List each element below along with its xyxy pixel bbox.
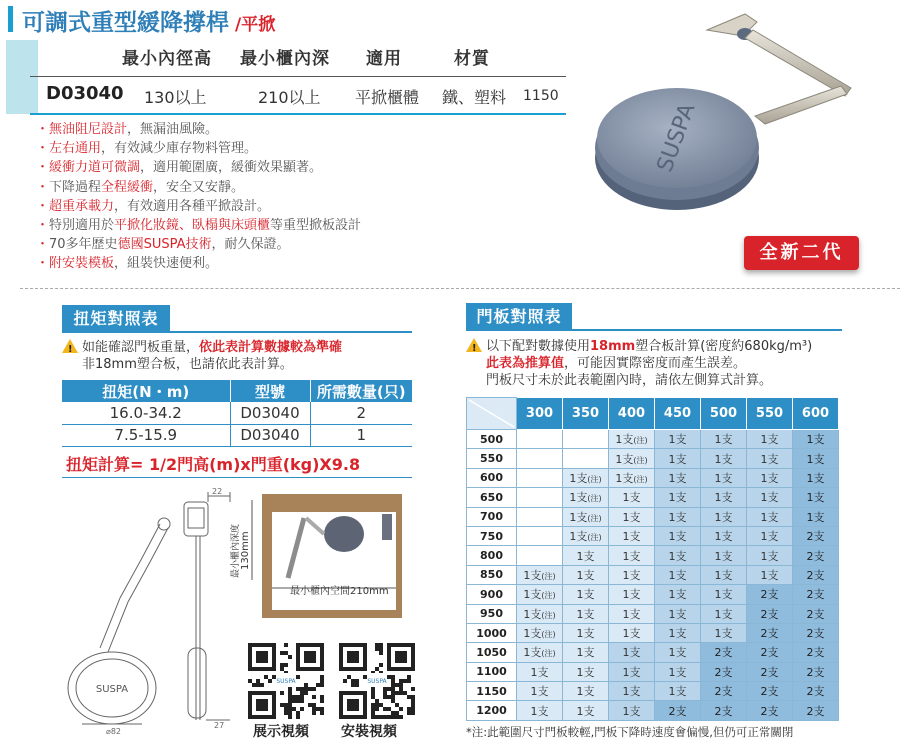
- door-cell: 2支: [793, 585, 839, 604]
- torque-cell: 16.0-34.2: [62, 402, 230, 424]
- width-col-header: 600: [793, 398, 839, 430]
- title-accent-bar: [8, 6, 13, 32]
- door-cell: 1支: [701, 565, 747, 584]
- table-row: [467, 507, 839, 526]
- door-cell: 2支: [747, 604, 793, 623]
- height-row-header: 700: [467, 507, 517, 526]
- door-cell: 1支: [563, 623, 609, 642]
- spec-header-min-depth: 最小櫃內深: [240, 49, 330, 69]
- door-cell: 1支(注): [517, 585, 563, 604]
- door-cell: 1支: [609, 604, 655, 623]
- feature-item: ・緩衝力道可微調，適用範圍廣，緩衝效果顯著。: [36, 160, 323, 176]
- height-row-header: 550: [467, 449, 517, 468]
- table-row: [467, 526, 839, 545]
- model-cell: D03040: [230, 402, 310, 424]
- door-footnote: *注:此範圍尺寸門板較輕,門板下降時速度會偏慢,但仍可正常關閉: [466, 725, 794, 739]
- door-cell: 2支: [793, 526, 839, 545]
- door-cell: [517, 546, 563, 565]
- door-cell: 2支: [747, 623, 793, 642]
- model-cell: D03040: [230, 424, 310, 446]
- door-cell: 2支: [793, 643, 839, 662]
- door-cell: 1支: [609, 623, 655, 642]
- torque-section-line: [62, 331, 412, 333]
- height-row-header: 950: [467, 604, 517, 623]
- door-notes: !以下配對數據使用18mm塑合板計算(密度約680kg/m³) 此表為推算值，可能因實際密度而產生誤差。 門板尺寸未於此表範圍內時，請依左側算式計算。: [466, 338, 812, 389]
- door-cell: 1支: [655, 468, 701, 487]
- door-cell: 1支: [563, 701, 609, 720]
- door-cell: 2支: [793, 662, 839, 681]
- product-image: [585, 8, 885, 238]
- door-cell: 1支: [655, 585, 701, 604]
- demo-video-label[interactable]: 展示視頻: [253, 724, 309, 740]
- qty-col-header: 所需數量(只): [310, 380, 412, 402]
- spec-accent-block: [6, 40, 38, 114]
- svg-text:SUSPA: SUSPA: [367, 678, 387, 685]
- door-cell: 2支: [701, 643, 747, 662]
- spec-min-height: 130以上: [144, 88, 207, 107]
- product-logo: SUSPA: [652, 100, 701, 176]
- door-cell: 1支: [609, 546, 655, 565]
- spec-divider: [30, 76, 566, 77]
- demo-video-qr-code[interactable]: [248, 643, 324, 719]
- feature-item: ・下降過程全程緩衝，安全又安靜。: [36, 179, 245, 195]
- door-cell: 1支: [609, 701, 655, 720]
- width-col-header: 350: [563, 398, 609, 430]
- door-cell: 1支: [701, 623, 747, 642]
- door-cell: [563, 449, 609, 468]
- door-cell: 1支: [701, 526, 747, 545]
- spec-header-min-height: 最小內徑高: [122, 49, 212, 69]
- table-row: [62, 424, 412, 446]
- qty-cell: 2: [310, 402, 412, 424]
- door-cell: 1支(注): [563, 468, 609, 487]
- torque-section-title: 扭矩對照表: [62, 305, 170, 333]
- door-cell: 2支: [701, 662, 747, 681]
- drawing-brand: SUSPA: [95, 684, 129, 695]
- height-row-header: 600: [467, 468, 517, 487]
- height-row-header: 1000: [467, 623, 517, 642]
- door-cell: 1支(注): [609, 468, 655, 487]
- door-cell: 2支: [701, 682, 747, 701]
- door-cell: 1支: [747, 488, 793, 507]
- torque-formula: 扭矩計算= 1/2門高(m)x門重(kg)X9.8: [66, 455, 361, 474]
- door-cell: 2支: [747, 585, 793, 604]
- door-cell: 1支(注): [517, 643, 563, 662]
- height-row-header: 850: [467, 565, 517, 584]
- torque-table: [62, 380, 412, 447]
- door-cell: 1支: [655, 507, 701, 526]
- door-cell: 1支: [609, 526, 655, 545]
- width-col-header: 400: [609, 398, 655, 430]
- door-cell: 1支: [701, 507, 747, 526]
- door-cell: 1支: [655, 488, 701, 507]
- door-cell: 1支: [563, 604, 609, 623]
- dim-22: 22: [212, 488, 223, 496]
- technical-drawing: [60, 488, 240, 738]
- door-cell: 1支: [655, 565, 701, 584]
- bullet-icon: ・: [36, 179, 50, 195]
- spec-application: 平掀櫃體: [355, 88, 420, 107]
- door-cell: 1支: [793, 488, 839, 507]
- table-corner: [467, 398, 517, 430]
- spec-min-depth: 210以上: [258, 88, 321, 107]
- table-row: [62, 402, 412, 424]
- bullet-icon: ・: [36, 160, 50, 176]
- table-row: [467, 546, 839, 565]
- feature-item: ・超重承載力，有效適用各種平掀設計。: [36, 198, 271, 214]
- table-row: [467, 701, 839, 720]
- door-cell: 1支: [655, 546, 701, 565]
- height-row-header: 500: [467, 430, 517, 449]
- door-cell: 1支: [609, 565, 655, 584]
- spec-model: D03040: [46, 83, 124, 104]
- feature-list: [36, 120, 361, 274]
- feature-item: ・附安裝模板，組裝快速便利。: [36, 256, 219, 272]
- door-cell: 1支: [563, 546, 609, 565]
- door-cell: 1支: [609, 682, 655, 701]
- width-col-header: 550: [747, 398, 793, 430]
- height-row-header: 650: [467, 488, 517, 507]
- door-cell: 2支: [747, 701, 793, 720]
- door-cell: [563, 430, 609, 449]
- door-cell: 2支: [793, 623, 839, 642]
- door-cell: 1支(注): [517, 604, 563, 623]
- table-row: [467, 565, 839, 584]
- door-cell: 1支(注): [609, 430, 655, 449]
- door-cell: 2支: [747, 662, 793, 681]
- door-cell: 2支: [793, 701, 839, 720]
- door-cell: 1支: [701, 430, 747, 449]
- depth-value: 130mm: [240, 531, 251, 570]
- door-table: [466, 397, 839, 721]
- dim-27: 27: [214, 721, 225, 730]
- door-cell: 1支: [655, 623, 701, 642]
- table-row: [467, 488, 839, 507]
- door-cell: 1支: [517, 701, 563, 720]
- section-divider: [20, 288, 900, 289]
- door-cell: 2支: [747, 682, 793, 701]
- door-cell: 2支: [793, 604, 839, 623]
- door-cell: 1支: [655, 662, 701, 681]
- model-col-header: 型號: [230, 380, 310, 402]
- door-cell: 2支: [655, 701, 701, 720]
- door-cell: [517, 526, 563, 545]
- door-cell: 1支: [609, 585, 655, 604]
- door-cell: 1支: [655, 643, 701, 662]
- warning-icon: [62, 339, 78, 353]
- svg-text:SUSPA: SUSPA: [276, 678, 296, 685]
- title-subtitle: /平掀: [235, 15, 276, 35]
- door-cell: 1支: [747, 546, 793, 565]
- door-cell: 1支: [563, 565, 609, 584]
- bullet-icon: ・: [36, 237, 50, 253]
- space-label: 最小櫃內空間210mm: [290, 586, 389, 597]
- feature-item: ・無油阻尼設計，無漏油風險。: [36, 122, 219, 137]
- door-cell: 1支: [747, 526, 793, 545]
- install-video-qr-code[interactable]: [339, 643, 415, 719]
- door-cell: 1支: [517, 662, 563, 681]
- feature-item: ・特別適用於平掀化妝鏡、臥榻與床頭櫃等重型掀板設計: [36, 218, 362, 234]
- door-cell: 2支: [793, 546, 839, 565]
- door-section-title: 門板對照表: [466, 303, 572, 331]
- height-row-header: 1200: [467, 701, 517, 720]
- width-col-header: 300: [517, 398, 563, 430]
- door-cell: 1支: [609, 662, 655, 681]
- torque-col-header: 扭矩(N・m): [62, 380, 230, 402]
- door-cell: 1支: [563, 662, 609, 681]
- door-cell: 1支: [793, 449, 839, 468]
- table-row: [467, 623, 839, 642]
- bullet-icon: ・: [36, 198, 50, 214]
- table-row: [467, 604, 839, 623]
- table-row: [467, 643, 839, 662]
- door-cell: 1支: [793, 468, 839, 487]
- page-title: [22, 4, 275, 37]
- door-cell: 1支: [793, 430, 839, 449]
- door-cell: 1支: [655, 449, 701, 468]
- door-cell: 2支: [701, 701, 747, 720]
- door-cell: 1支(注): [563, 488, 609, 507]
- height-row-header: 900: [467, 585, 517, 604]
- table-row: [467, 430, 839, 449]
- warning-icon: [466, 338, 482, 352]
- door-cell: 1支: [655, 682, 701, 701]
- bullet-icon: ・: [36, 141, 50, 157]
- door-cell: 1支: [609, 488, 655, 507]
- door-cell: 1支: [747, 565, 793, 584]
- table-row: [467, 468, 839, 487]
- door-cell: 1支: [701, 604, 747, 623]
- bullet-icon: ・: [36, 218, 50, 234]
- door-cell: 1支: [563, 585, 609, 604]
- door-cell: 1支: [701, 585, 747, 604]
- height-row-header: 1050: [467, 643, 517, 662]
- door-cell: 1支: [655, 604, 701, 623]
- door-cell: 1支(注): [609, 449, 655, 468]
- width-col-header: 450: [655, 398, 701, 430]
- formula-underline: [62, 477, 412, 478]
- door-cell: 1支: [609, 643, 655, 662]
- height-row-header: 800: [467, 546, 517, 565]
- width-col-header: 500: [701, 398, 747, 430]
- spec-bottom-line: [30, 113, 566, 115]
- bullet-icon: ・: [36, 256, 50, 272]
- height-row-header: 1150: [467, 682, 517, 701]
- door-cell: 1支: [747, 449, 793, 468]
- install-video-label[interactable]: 安裝視頻: [341, 724, 397, 740]
- door-cell: 2支: [793, 682, 839, 701]
- spec-material: 鐵、塑料: [442, 88, 507, 107]
- door-cell: 1支(注): [517, 623, 563, 642]
- door-cell: 1支(注): [517, 565, 563, 584]
- door-cell: 2支: [793, 565, 839, 584]
- door-cell: 1支: [563, 682, 609, 701]
- spec-header-application: 適用: [366, 49, 402, 69]
- new-generation-badge: 全新二代: [744, 236, 859, 270]
- torque-cell: 7.5-15.9: [62, 424, 230, 446]
- depth-label: 最小櫃內深度: [231, 523, 241, 578]
- feature-item: ・左右通用，有效減少庫存物料管理。: [36, 141, 258, 157]
- door-cell: 1支: [563, 643, 609, 662]
- cabinet-diagram: [224, 490, 406, 622]
- door-cell: 1支: [747, 430, 793, 449]
- door-cell: [517, 430, 563, 449]
- title-text: 可調式重型緩降撐桿: [22, 10, 229, 36]
- door-cell: 1支: [609, 507, 655, 526]
- feature-item: ・70多年歷史德國SUSPA技術，耐久保證。: [36, 237, 290, 253]
- door-cell: 1支(注): [563, 507, 609, 526]
- table-row: [467, 585, 839, 604]
- spec-code: 1150: [523, 88, 559, 104]
- door-section-line: [466, 329, 842, 331]
- door-cell: 1支: [701, 468, 747, 487]
- door-cell: 2支: [747, 643, 793, 662]
- height-row-header: 1100: [467, 662, 517, 681]
- door-cell: 1支: [517, 682, 563, 701]
- door-cell: 1支: [701, 488, 747, 507]
- door-cell: 1支: [747, 468, 793, 487]
- table-row: [467, 449, 839, 468]
- table-row: [467, 662, 839, 681]
- door-cell: 1支: [701, 449, 747, 468]
- qty-cell: 1: [310, 424, 412, 446]
- door-cell: 1支: [793, 507, 839, 526]
- door-cell: 1支: [655, 430, 701, 449]
- dim-82: ⌀82: [106, 727, 121, 736]
- door-cell: 1支: [747, 507, 793, 526]
- height-row-header: 750: [467, 526, 517, 545]
- spec-header-material: 材質: [454, 49, 490, 69]
- door-cell: [517, 468, 563, 487]
- door-cell: 1支: [655, 526, 701, 545]
- door-cell: 1支(注): [563, 526, 609, 545]
- door-cell: [517, 488, 563, 507]
- bullet-icon: ・: [36, 122, 50, 137]
- door-cell: [517, 507, 563, 526]
- table-row: [467, 682, 839, 701]
- door-cell: 1支: [701, 546, 747, 565]
- door-cell: [517, 449, 563, 468]
- torque-warning: !如能確認門板重量，依此表計算數據較為準確 非18mm塑合板，也請依此表計算。: [62, 339, 342, 373]
